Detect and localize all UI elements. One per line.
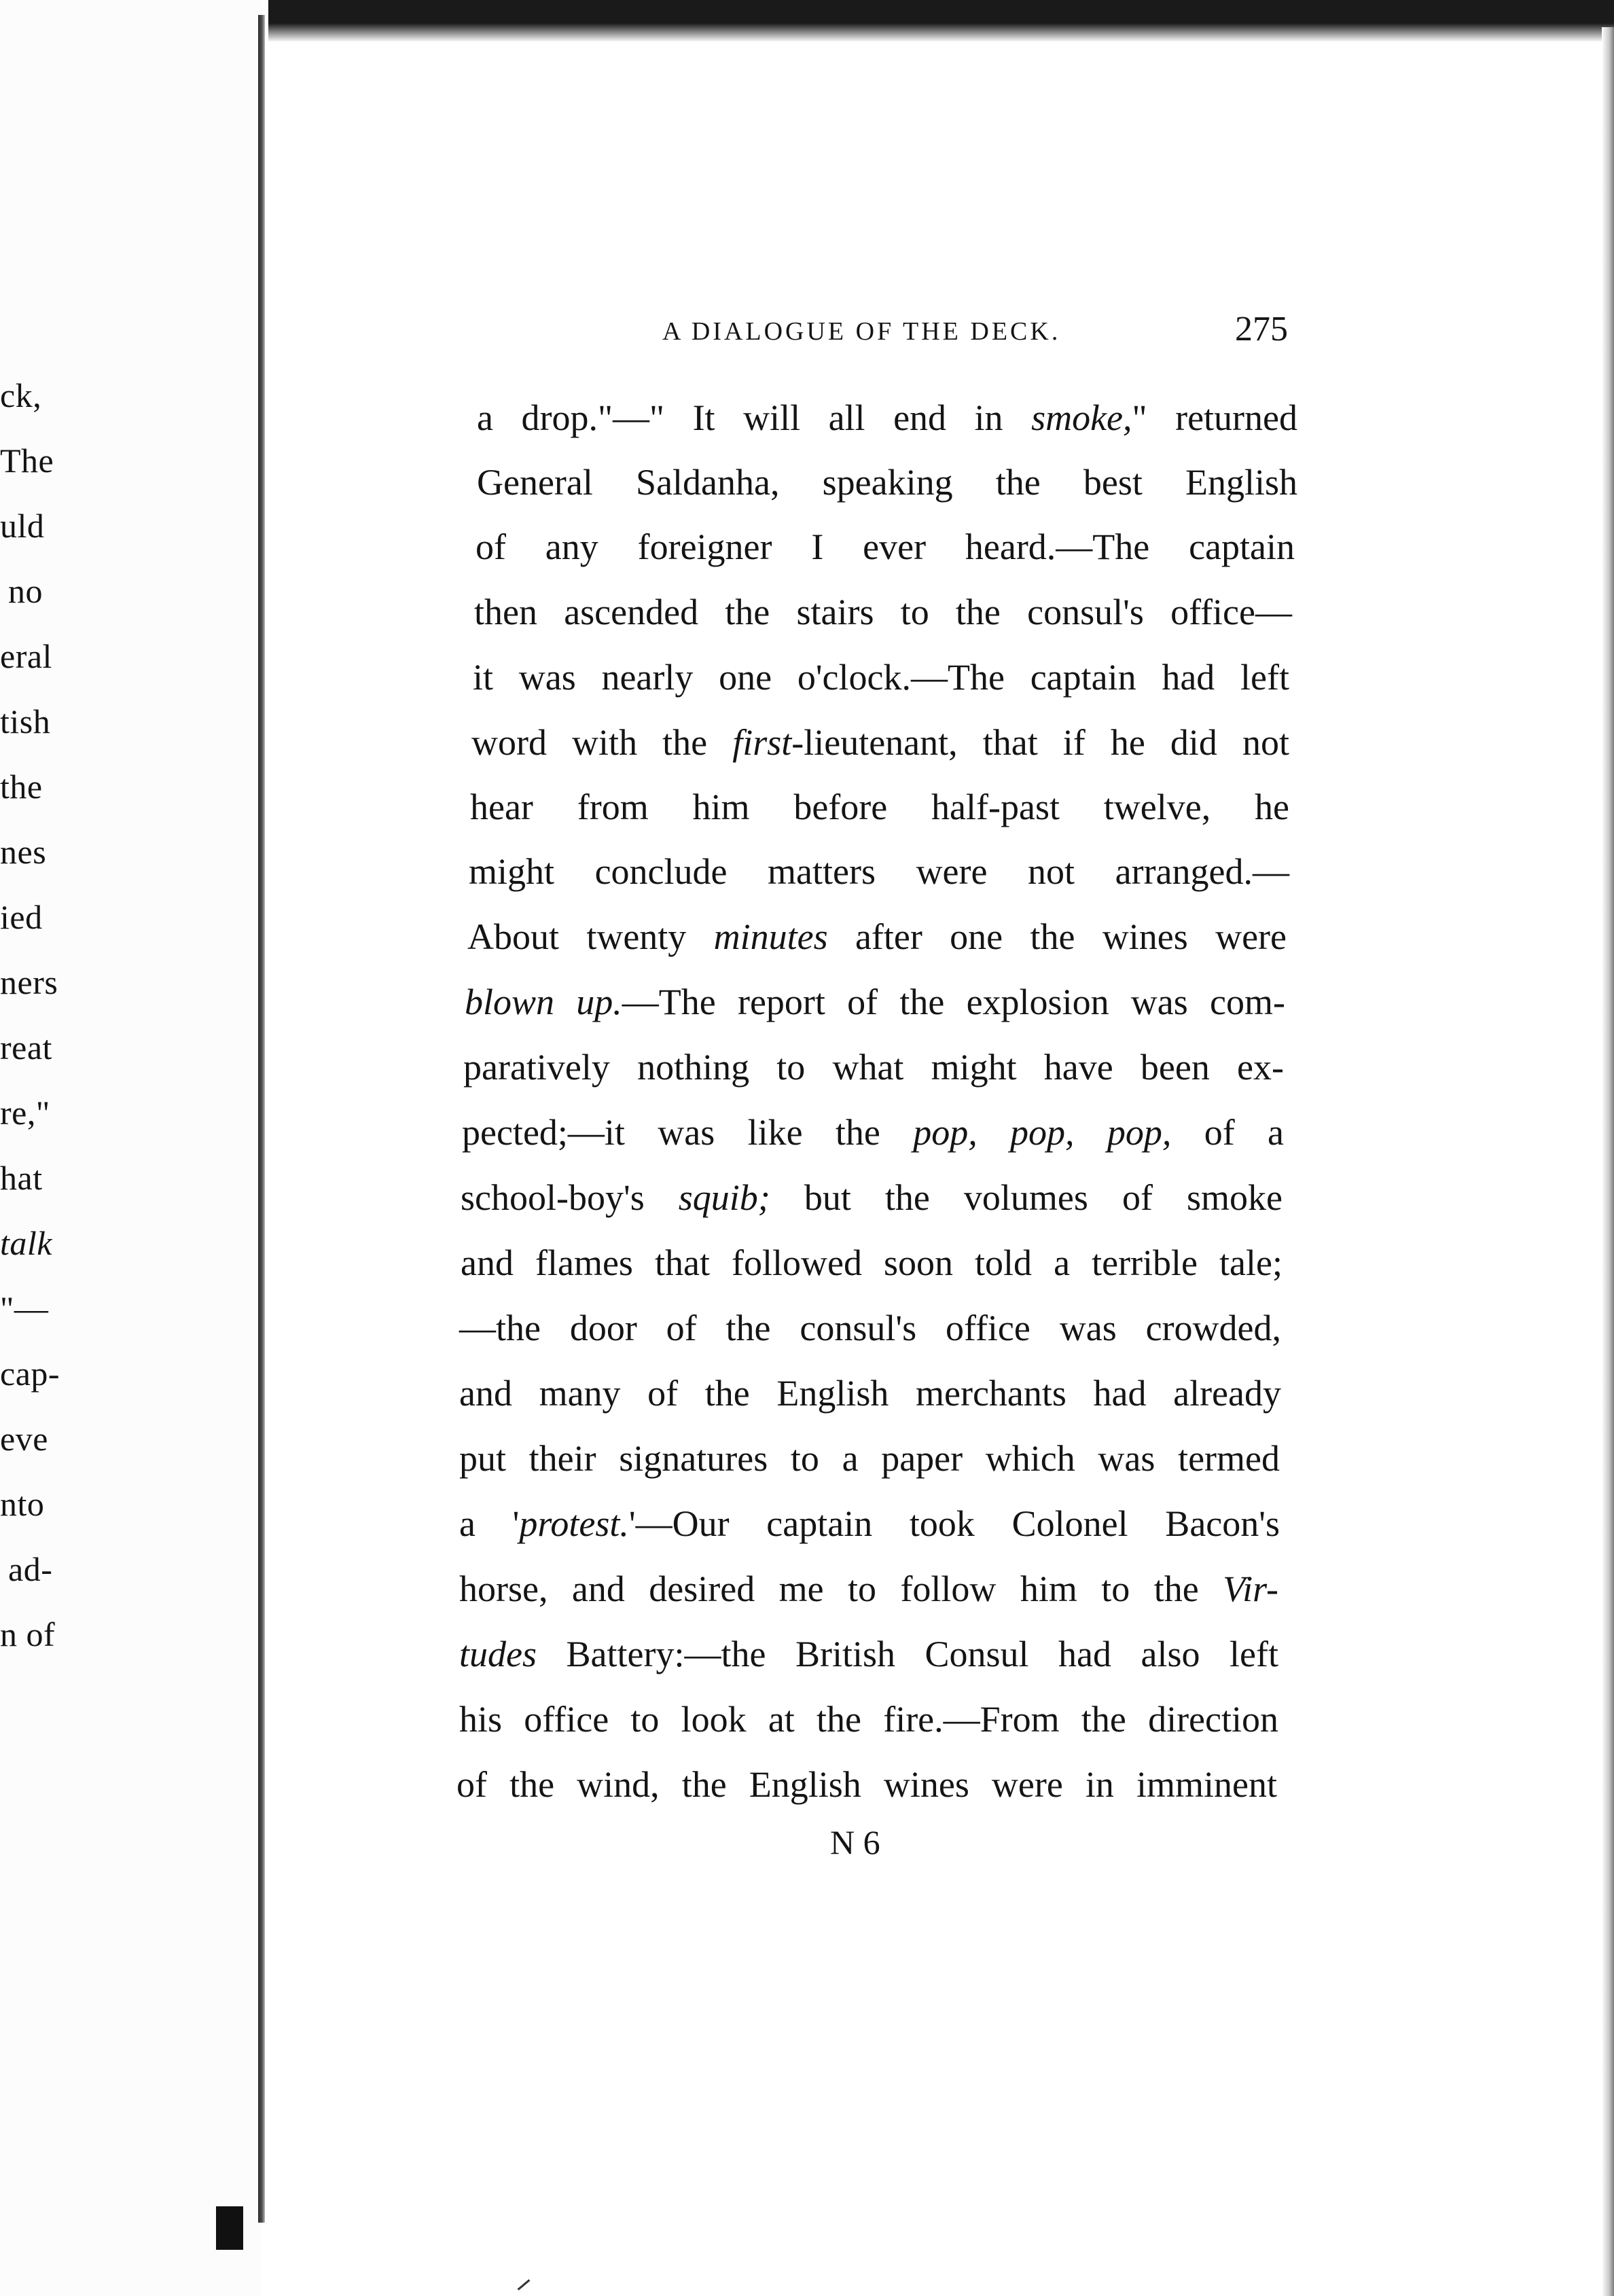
text-line: paratively nothing to what might have been ex-	[463, 1047, 1284, 1088]
facing-page-fragment: re,"	[0, 1094, 50, 1132]
text-line: General Saldanha, speaking the best English	[477, 462, 1297, 503]
page-corner-mark	[216, 2206, 243, 2250]
facing-page-fragment: eral	[0, 637, 52, 675]
text-line: —the door of the consul's office was crowded,	[459, 1308, 1281, 1348]
facing-page-fragment: reat	[0, 1028, 52, 1066]
text-line: then ascended the stairs to the consul's office—	[474, 592, 1292, 632]
scan-mark	[518, 2279, 531, 2290]
facing-page-fragment: hat	[0, 1159, 43, 1197]
facing-page-fragment: n of	[0, 1615, 56, 1653]
book-gutter	[258, 15, 265, 2223]
text-line: and flames that followed soon told a terrible tale;	[461, 1242, 1283, 1283]
text-line: of the wind, the English wines were in imminent	[456, 1764, 1277, 1805]
page-number: 275	[1235, 310, 1288, 348]
facing-page-fragment: uld	[0, 507, 45, 545]
text-line: school-boy's squib; but the volumes of smoke	[461, 1177, 1283, 1218]
text-line: it was nearly one o'clock.—The captain had left	[473, 657, 1289, 698]
text-line: horse, and desired me to follow him to the Vir-	[459, 1568, 1278, 1609]
facing-page	[0, 0, 262, 2296]
page-top-edge	[268, 0, 1614, 42]
text-line: might conclude matters were not arranged.—	[469, 851, 1289, 892]
text-line: pected;—it was like the pop, pop, pop, of a	[462, 1112, 1285, 1153]
text-line: word with the first-lieutenant, that if he did not	[471, 722, 1289, 763]
text-line: a drop."—" It will all end in smoke," returned	[477, 397, 1297, 438]
text-line: hear from him before half-past twelve, he	[470, 787, 1289, 827]
page-right-edge	[1602, 27, 1614, 2296]
text-line: a 'protest.'—Our captain took Colonel Bacon's	[459, 1503, 1280, 1544]
signature-mark: N 6	[830, 1823, 880, 1861]
facing-page-fragment: no	[8, 572, 43, 610]
facing-page-fragment: ners	[0, 963, 58, 1001]
facing-page-fragment: nes	[0, 833, 47, 871]
facing-page-fragment: tish	[0, 702, 51, 740]
facing-page-fragment: ied	[0, 898, 43, 936]
text-line: About twenty minutes after one the wines were	[467, 916, 1287, 957]
facing-page-fragment: nto	[0, 1485, 45, 1523]
facing-page-fragment: The	[0, 442, 54, 480]
text-line: blown up.—The report of the explosion was com-	[465, 982, 1285, 1022]
text-line: and many of the English merchants had already	[459, 1373, 1281, 1414]
text-line: tudes Battery:—the British Consul had also left	[459, 1634, 1278, 1674]
facing-page-fragment: eve	[0, 1420, 48, 1458]
facing-page-fragment: "—	[0, 1289, 49, 1327]
text-line: his office to look at the fire.—From the direction	[459, 1699, 1278, 1740]
facing-page-fragment: ad-	[8, 1550, 53, 1588]
facing-page-fragment: cap-	[0, 1355, 60, 1393]
facing-page-fragment: ck,	[0, 376, 42, 414]
text-line: of any foreigner I ever heard.—The captain	[476, 526, 1295, 567]
running-head: A DIALOGUE OF THE DECK.	[662, 317, 1061, 346]
facing-page-fragment: talk	[0, 1224, 52, 1262]
text-line: put their signatures to a paper which was termed	[459, 1438, 1280, 1479]
facing-page-fragment: the	[0, 768, 43, 806]
